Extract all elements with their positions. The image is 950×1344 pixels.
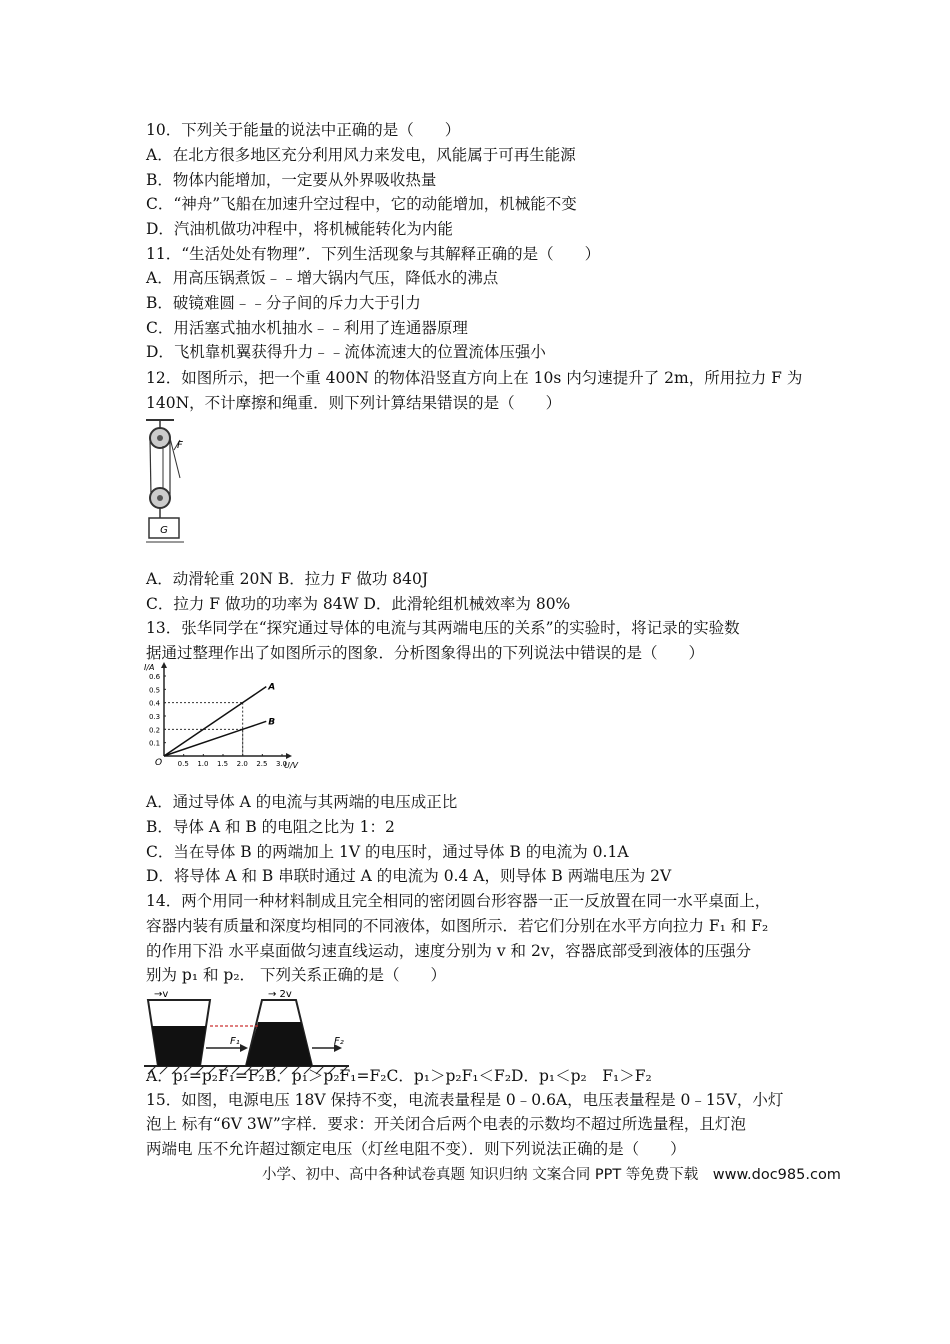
x-tick-label: 2.5 — [256, 760, 268, 768]
q15-stem-line3: 两端电 压不允许超过额定电压（灯丝电阻不变）．则下列说法正确的是（ ） — [146, 1140, 686, 1158]
x-tick-label: 0.5 — [177, 760, 189, 768]
series-line-b — [164, 721, 266, 756]
q10-option-b: B．物体内能增加，一定要从外界吸收热量 — [146, 171, 437, 189]
q14-options: A．p₁=p₂F₁=F₂B．p₁＞p₂F₁=F₂C．p₁＞p₂F₁＜F₂D．p₁＜p₂ F₁＞F₂ — [146, 1067, 652, 1085]
v2-label: → 2v — [268, 989, 292, 1000]
x-tick-label: 1.5 — [217, 760, 229, 768]
y-tick-label: 0.4 — [149, 699, 161, 708]
q10-option-a: A．在北方很多地区充分利用风力来发电，风能属于可再生能源 — [146, 146, 576, 164]
q11-option-d: D．飞机靠机翼获得升力﹣﹣流体流速大的位置流体压强小 — [146, 343, 546, 361]
v1-label: →v — [154, 989, 169, 1000]
q15-stem-line2: 泡上 标有“6V 3W”字样．要求：开关闭合后两个电表的示数均不超过所选量程，且灯泡 — [146, 1115, 746, 1133]
origin-label: O — [155, 758, 163, 768]
q12-options-ab: A．动滑轮重 20N B．拉力 F 做功 840J — [146, 570, 429, 588]
q13-option-c: C．当在导体 B 的两端加上 1V 的电压时，通过导体 B 的电流为 0.1A — [146, 843, 629, 861]
q13-option-b: B．导体 A 和 B 的电阻之比为 1：2 — [146, 818, 395, 836]
page-footer: 小学、初中、高中各种试卷真题 知识归纳 文案合同 PPT 等免费下载 www.doc985.com — [262, 1167, 841, 1183]
series-label-a: A — [268, 682, 276, 693]
q12-options-cd: C．拉力 F 做功的功率为 84W D．此滑轮组机械效率为 80% — [146, 595, 571, 613]
q11-stem: 11．“生活处处有物理”．下列生活现象与其解释正确的是（ ） — [146, 245, 601, 263]
q13-stem-line2: 据通过整理作出了如图所示的图象．分析图象得出的下列说法中错误的是（ ） — [146, 644, 705, 662]
q10-option-d: D．汽油机做功冲程中，将机械能转化为内能 — [146, 220, 453, 238]
x-tick-label: 1.0 — [197, 760, 209, 768]
weight-label: G — [160, 525, 168, 536]
y-tick-label: 0.6 — [149, 673, 161, 681]
y-tick-label: 0.3 — [149, 713, 161, 721]
q14-stem-line3: 的作用下沿 水平桌面做匀速直线运动，速度分别为 v 和 2v，容器底部受到液体的压强分 — [146, 942, 752, 960]
q14-stem-line2: 容器内装有质量和深度均相同的不同液体，如图所示．若它们分别在水平方向拉力 F₁ 和 F₂ — [146, 917, 769, 935]
x-axis-arrow — [286, 753, 292, 759]
q13-option-d: D．将导体 A 和 B 串联时通过 A 的电流为 0.4 A，则导体 B 两端电压为 2V — [146, 867, 672, 885]
q14-stem-line4: 别为 p₁ 和 p₂． 下列关系正确的是（ ） — [146, 966, 446, 984]
containers-figure — [144, 988, 354, 1074]
y-tick-label: 0.1 — [149, 739, 161, 748]
x-axis-label: U/V — [284, 761, 299, 770]
q11-option-b: B．破镜难圆﹣﹣分子间的斥力大于引力 — [146, 294, 421, 312]
f1-label: F₁ — [230, 1036, 240, 1047]
q11-option-a: A．用高压锅煮饭﹣﹣增大锅内气压，降低水的沸点 — [146, 269, 499, 287]
iu-graph — [142, 663, 299, 770]
q15-stem-line1: 15．如图，电源电压 18V 保持不变，电流表量程是 0﹣0.6A，电压表量程是 0﹣15V，小灯 — [146, 1091, 784, 1109]
y-tick-label: 0.2 — [149, 726, 161, 735]
q10-option-c: C．“神舟”飞船在加速升空过程中，它的动能增加，机械能不变 — [146, 195, 577, 213]
force-label: F — [177, 440, 183, 451]
q13-stem-line1: 13．张华同学在“探究通过导体的电流与其两端电压的关系”的实验时，将记录的实验数 — [146, 619, 740, 637]
q13-option-a: A．通过导体 A 的电流与其两端的电压成正比 — [146, 793, 458, 811]
y-tick-label: 0.5 — [149, 686, 161, 695]
q10-stem: 10．下列关于能量的说法中正确的是（ ） — [146, 121, 461, 139]
f2-label: F₂ — [334, 1036, 344, 1047]
y-axis-label: I/A — [144, 663, 155, 672]
pulley-figure — [144, 418, 194, 544]
q11-option-c: C．用活塞式抽水机抽水﹣﹣利用了连通器原理 — [146, 319, 468, 337]
x-tick-label: 2.0 — [236, 760, 248, 768]
q14-stem-line1: 14．两个用同一种材料制成且完全相同的密闭圆台形容器一正一反放置在同一水平桌面上， — [146, 892, 771, 910]
series-label-b: B — [268, 717, 276, 728]
q12-stem-line1: 12．如图所示，把一个重 400N 的物体沿竖直方向上在 10s 内匀速提升了 2m，所用拉力 F 为 — [146, 369, 803, 387]
q12-stem-line2: 140N，不计摩擦和绳重．则下列计算结果错误的是（ ） — [146, 394, 562, 412]
series-line-a — [164, 687, 266, 756]
x-tick-label: 3.0 — [276, 760, 288, 768]
